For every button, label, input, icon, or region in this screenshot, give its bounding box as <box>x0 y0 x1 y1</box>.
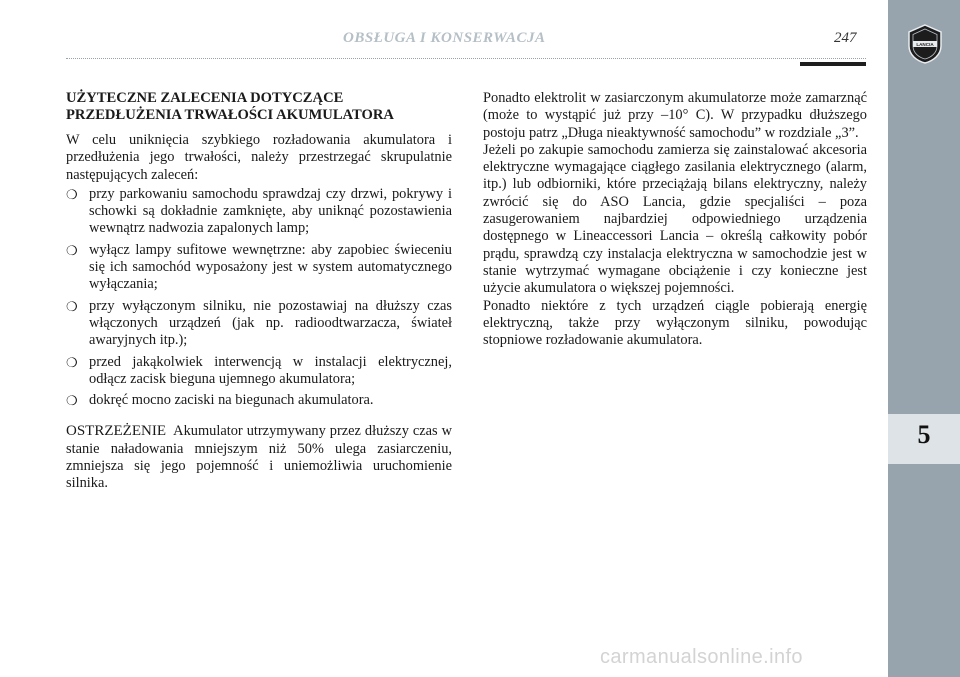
left-column <box>66 90 452 493</box>
list-item: ❍ przed jakąkolwiek interwencją w instalacji elektrycznej, odłącz zacisk bieguna ujemnego akumulatora; <box>66 353 452 387</box>
watermark: carmanualsonline.info <box>600 646 803 668</box>
circle-bullet-icon: ❍ <box>66 298 78 314</box>
section-title: OBSŁUGA I KONSERWACJA <box>343 30 546 46</box>
header-divider <box>66 58 866 59</box>
list-item: ❍ wyłącz lampy sufitowe wewnętrzne: aby zapobiec świeceniu się ich samochód wyposażony jest w system automatycznego wyłączania; <box>66 241 452 293</box>
right-column <box>483 90 867 349</box>
warning-label: OSTRZEŻENIE <box>66 423 166 440</box>
chapter-sidebar <box>888 0 960 677</box>
svg-text:LANCIA: LANCIA <box>916 41 934 47</box>
lancia-logo-icon <box>907 24 943 64</box>
section-heading <box>66 90 452 124</box>
intro-paragraph: W celu uniknięcia szybkiego rozładowania akumulatora i przedłużenia jego trwałości, należy przestrzegać skrupulatnie następujących zaleceń: <box>66 132 452 183</box>
list-item: ❍ przy parkowaniu samochodu sprawdzaj czy drzwi, pokrywy i schowki są dokładnie zamknięte, aby uniknąć pozostawienia wewnątrz nadwozia zapalonych lamp; <box>66 185 452 237</box>
circle-bullet-icon: ❍ <box>66 354 78 370</box>
heading-line-1: UŻYTECZNE ZALECENIA DOTYCZĄCE <box>66 90 344 106</box>
chapter-number: 5 <box>917 420 931 449</box>
warning-paragraph <box>66 423 452 492</box>
paragraph-accessories: Jeżeli po zakupie samochodu zamierza się zainstalować akcesoria elektryczne wymagające ciągłego zasilania elektrycznego (alarm, itp.) lub odbiorniki, które przeciążają bilans elektryczny, należy zwrócić się do ASO Lancia, gdzie specjaliści – poza zasugerowaniem najbardziej odpowiedniego urządzenia dostępnego w Lineaccessori Lancia – określą całkowity pobór prądu, sprawdzą czy instalacja elektryczna w samochodzie jest w stanie wytrzymać wymagane obciążenie i czy konieczne jest użycie akumulatora o większej pojemności. <box>483 141 867 297</box>
header-accent-bar <box>800 62 866 66</box>
paragraph-electrolyte: Ponadto elektrolit w zasiarczonym akumulatorze może zamarznąć (może to wystąpić już przy –10° C). W przypadku dłuższego postoju patrz „Długa nieaktywność samochodu” w rozdziale „3”. <box>483 90 867 141</box>
heading-line-2: PRZEDŁUŻENIA TRWAŁOŚCI AKUMULATORA <box>66 107 394 123</box>
page-number: 247 <box>834 30 857 46</box>
circle-bullet-icon: ❍ <box>66 393 78 409</box>
list-item: ❍ przy wyłączonym silniku, nie pozostawiaj na dłuższy czas włączonych urządzeń (jak np. radioodtwarzacza, świateł awaryjnych itp.); <box>66 297 452 349</box>
warning-text: Akumulator utrzymywany przez dłuższy czas w stanie naładowania mniejszym niż 50% ulega zasiarczeniu, zmniejsza się jego pojemność i uniemożliwia uruchomienie silnika. <box>66 423 452 492</box>
circle-bullet-icon: ❍ <box>66 242 78 258</box>
circle-bullet-icon: ❍ <box>66 186 78 202</box>
recommendation-list <box>66 186 452 410</box>
paragraph-consumption: Ponadto niektóre z tych urządzeń ciągle pobierają energię elektryczną, także przy wyłączonym silniku, powodując stopniowe rozładowanie akumulatora. <box>483 297 867 349</box>
list-item: ❍ dokręć mocno zaciski na biegunach akumulatora. <box>66 392 374 409</box>
